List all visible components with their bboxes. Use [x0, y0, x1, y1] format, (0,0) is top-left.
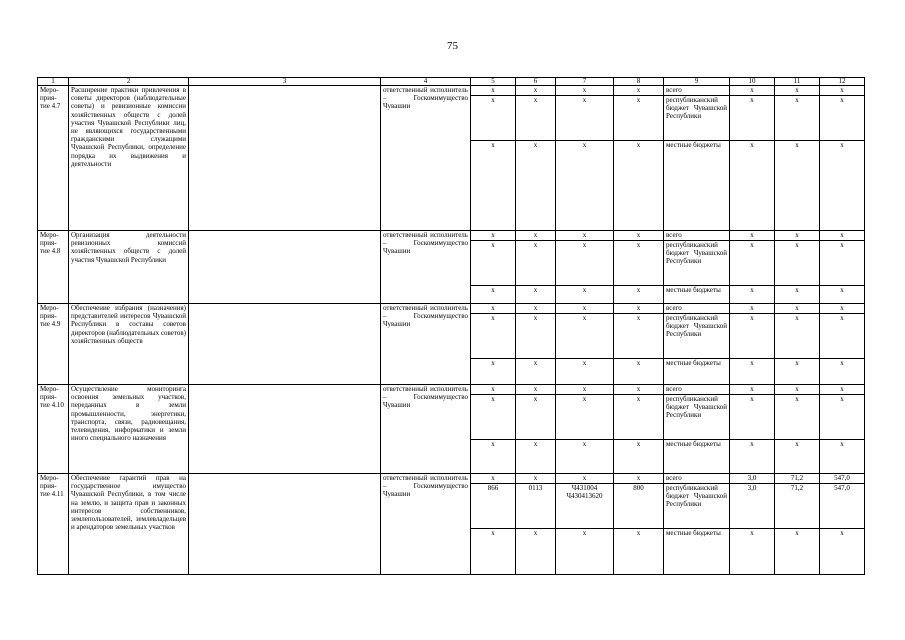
value-col-12: x	[820, 286, 865, 304]
column-header-11: 11	[775, 78, 820, 86]
measure-executor: ответственный исполнитель – Госкомимущество Чувашии	[381, 385, 471, 474]
value-col-12: x	[820, 395, 865, 440]
value-col-10: x	[730, 231, 775, 241]
grbs-code: x	[471, 529, 516, 575]
expense-type-code: x	[614, 241, 664, 286]
grbs-code: 866	[471, 484, 516, 529]
value-col-10: x	[730, 440, 775, 474]
measure-id: Меро- прия- тие 4.11	[38, 474, 69, 575]
measure-title: Расширение практики привлечения в советы директоров (наблюдательные советы) и ревизионные комиссии хозяйственных обществ с долей участия Чувашской Республики лиц, не являющихся государственными гражданскими служащими Чувашской Республики, определение порядка их выдвижения и деятельности	[69, 86, 189, 231]
value-col-12: x	[820, 96, 865, 141]
measure-title: Организация деятельности ревизионных комиссий хозяйственных обществ с долей участия Чувашской Республики	[69, 231, 189, 304]
value-col-10: x	[730, 359, 775, 385]
funding-source: республиканский бюджет Чувашской Республики	[664, 241, 730, 286]
table-row	[38, 86, 865, 96]
table-row	[38, 304, 865, 314]
value-col-12: x	[820, 141, 865, 231]
column-header-5: 5	[471, 78, 516, 86]
value-col-11: x	[775, 141, 820, 231]
funding-source: всего	[664, 231, 730, 241]
target-article-code: x	[556, 86, 614, 96]
value-col-12: x	[820, 304, 865, 314]
value-col-11: x	[775, 314, 820, 359]
section-code: x	[516, 304, 556, 314]
section-code: x	[516, 96, 556, 141]
expense-type-code: x	[614, 86, 664, 96]
target-article-code: x	[556, 286, 614, 304]
grbs-code: x	[471, 286, 516, 304]
target-article-code: x	[556, 395, 614, 440]
empty-column-3	[189, 304, 381, 385]
value-col-10: x	[730, 141, 775, 231]
value-col-10: x	[730, 304, 775, 314]
funding-source: всего	[664, 385, 730, 395]
value-col-11: x	[775, 395, 820, 440]
value-col-12: x	[820, 231, 865, 241]
grbs-code: x	[471, 86, 516, 96]
table-row	[38, 474, 865, 484]
value-col-11: x	[775, 359, 820, 385]
section-code: 0113	[516, 484, 556, 529]
grbs-code: x	[471, 385, 516, 395]
expense-type-code: x	[614, 395, 664, 440]
table-row	[38, 231, 865, 241]
target-article-code: x	[556, 96, 614, 141]
measure-title: Обеспечение избрания (назначения) представителей интересов Чувашской Республики в составы советов директоров (наблюдательных советов) хозяйственных обществ	[69, 304, 189, 385]
value-col-12: x	[820, 359, 865, 385]
funding-source: местные бюджеты	[664, 141, 730, 231]
measure-executor: ответственный исполнитель – Госкомимущество Чувашии	[381, 86, 471, 231]
target-article-code: x	[556, 314, 614, 359]
column-header-10: 10	[730, 78, 775, 86]
measure-executor: ответственный исполнитель – Госкомимущество Чувашии	[381, 304, 471, 385]
column-header-7: 7	[556, 78, 614, 86]
column-header-4: 4	[381, 78, 471, 86]
expense-type-code: 800	[614, 484, 664, 529]
value-col-11: x	[775, 231, 820, 241]
target-article-code: x	[556, 141, 614, 231]
measure-executor: ответственный исполнитель – Госкомимущество Чувашии	[381, 231, 471, 304]
column-header-6: 6	[516, 78, 556, 86]
funding-source: всего	[664, 86, 730, 96]
value-col-12: x	[820, 241, 865, 286]
funding-source: всего	[664, 474, 730, 484]
target-article-code: x	[556, 231, 614, 241]
section-code: x	[516, 141, 556, 231]
value-col-11: 71,2	[775, 474, 820, 484]
empty-column-3	[189, 86, 381, 231]
expense-type-code: x	[614, 304, 664, 314]
value-col-11: x	[775, 304, 820, 314]
funding-source: республиканский бюджет Чувашской Республики	[664, 96, 730, 141]
expense-type-code: x	[614, 385, 664, 395]
value-col-11: 71,2	[775, 484, 820, 529]
expense-type-code: x	[614, 96, 664, 141]
value-col-12: 547,0	[820, 474, 865, 484]
expense-type-code: x	[614, 231, 664, 241]
funding-source: местные бюджеты	[664, 286, 730, 304]
grbs-code: x	[471, 359, 516, 385]
value-col-11: x	[775, 529, 820, 575]
target-article-code: x	[556, 359, 614, 385]
value-col-10: 3,0	[730, 474, 775, 484]
measure-id: Меро- прия- тие 4.10	[38, 385, 69, 474]
funding-source: республиканский бюджет Чувашской Республики	[664, 314, 730, 359]
column-header-1: 1	[38, 78, 69, 86]
section-code: x	[516, 529, 556, 575]
grbs-code: x	[471, 241, 516, 286]
empty-column-3	[189, 231, 381, 304]
value-col-11: x	[775, 385, 820, 395]
measure-title: Осуществление мониторинга освоения земельных участков, переданных в земли промышленности, энергетики, транспорта, связи, радиовещания, телевидения, информатики и земли иного специального назначения	[69, 385, 189, 474]
value-col-12: x	[820, 86, 865, 96]
funding-source: республиканский бюджет Чувашской Республики	[664, 484, 730, 529]
grbs-code: x	[471, 304, 516, 314]
column-header-12: 12	[820, 78, 865, 86]
empty-column-3	[189, 385, 381, 474]
funding-source: местные бюджеты	[664, 440, 730, 474]
funding-source: местные бюджеты	[664, 359, 730, 385]
target-article-code: x	[556, 241, 614, 286]
value-col-10: 3,0	[730, 484, 775, 529]
value-col-11: x	[775, 86, 820, 96]
column-header-2: 2	[69, 78, 189, 86]
measure-id: Меро- прия- тие 4.8	[38, 231, 69, 304]
value-col-11: x	[775, 241, 820, 286]
column-header-3: 3	[189, 78, 381, 86]
value-col-11: x	[775, 440, 820, 474]
grbs-code: x	[471, 474, 516, 484]
section-code: x	[516, 359, 556, 385]
expense-type-code: x	[614, 141, 664, 231]
funding-source: местные бюджеты	[664, 529, 730, 575]
measure-id: Меро- прия- тие 4.7	[38, 86, 69, 231]
page-number: 75	[447, 40, 458, 52]
grbs-code: x	[471, 96, 516, 141]
target-article-code: x	[556, 529, 614, 575]
target-article-code: x	[556, 474, 614, 484]
value-col-10: x	[730, 529, 775, 575]
value-col-12: 547,0	[820, 484, 865, 529]
section-code: x	[516, 286, 556, 304]
target-article-code: x	[556, 304, 614, 314]
measure-title: Обеспечение гарантий прав на государственное имущество Чувашской Республики, в том числе на землю, и защита прав и законных интересов собственников, землепользователей, землевладельцев и арендаторов земельных участков	[69, 474, 189, 575]
section-code: x	[516, 314, 556, 359]
expense-type-code: x	[614, 529, 664, 575]
expense-type-code: x	[614, 314, 664, 359]
funding-source: республиканский бюджет Чувашской Республики	[664, 395, 730, 440]
empty-column-3	[189, 474, 381, 575]
grbs-code: x	[471, 440, 516, 474]
section-code: x	[516, 474, 556, 484]
section-code: x	[516, 241, 556, 286]
value-col-12: x	[820, 440, 865, 474]
measure-id: Меро- прия- тие 4.9	[38, 304, 69, 385]
section-code: x	[516, 395, 556, 440]
column-header-8: 8	[614, 78, 664, 86]
funding-source: всего	[664, 304, 730, 314]
section-code: x	[516, 86, 556, 96]
expense-type-code: x	[614, 474, 664, 484]
grbs-code: x	[471, 314, 516, 359]
value-col-10: x	[730, 395, 775, 440]
value-col-10: x	[730, 286, 775, 304]
table-row	[38, 385, 865, 395]
grbs-code: x	[471, 141, 516, 231]
value-col-11: x	[775, 286, 820, 304]
grbs-code: x	[471, 395, 516, 440]
expense-type-code: x	[614, 286, 664, 304]
target-article-code: x	[556, 385, 614, 395]
value-col-12: x	[820, 314, 865, 359]
section-code: x	[516, 440, 556, 474]
expense-type-code: x	[614, 440, 664, 474]
value-col-10: x	[730, 96, 775, 141]
expense-type-code: x	[614, 359, 664, 385]
value-col-10: x	[730, 86, 775, 96]
section-code: x	[516, 231, 556, 241]
target-article-code: Ч431004 Ч430413620	[556, 484, 614, 529]
program-table	[37, 77, 865, 575]
section-code: x	[516, 385, 556, 395]
value-col-10: x	[730, 314, 775, 359]
value-col-12: x	[820, 529, 865, 575]
value-col-10: x	[730, 241, 775, 286]
value-col-11: x	[775, 96, 820, 141]
measure-executor: ответственный исполнитель – Госкомимущество Чувашии	[381, 474, 471, 575]
grbs-code: x	[471, 231, 516, 241]
column-header-row	[38, 78, 865, 86]
value-col-12: x	[820, 385, 865, 395]
column-header-9: 9	[664, 78, 730, 86]
target-article-code: x	[556, 440, 614, 474]
value-col-10: x	[730, 385, 775, 395]
